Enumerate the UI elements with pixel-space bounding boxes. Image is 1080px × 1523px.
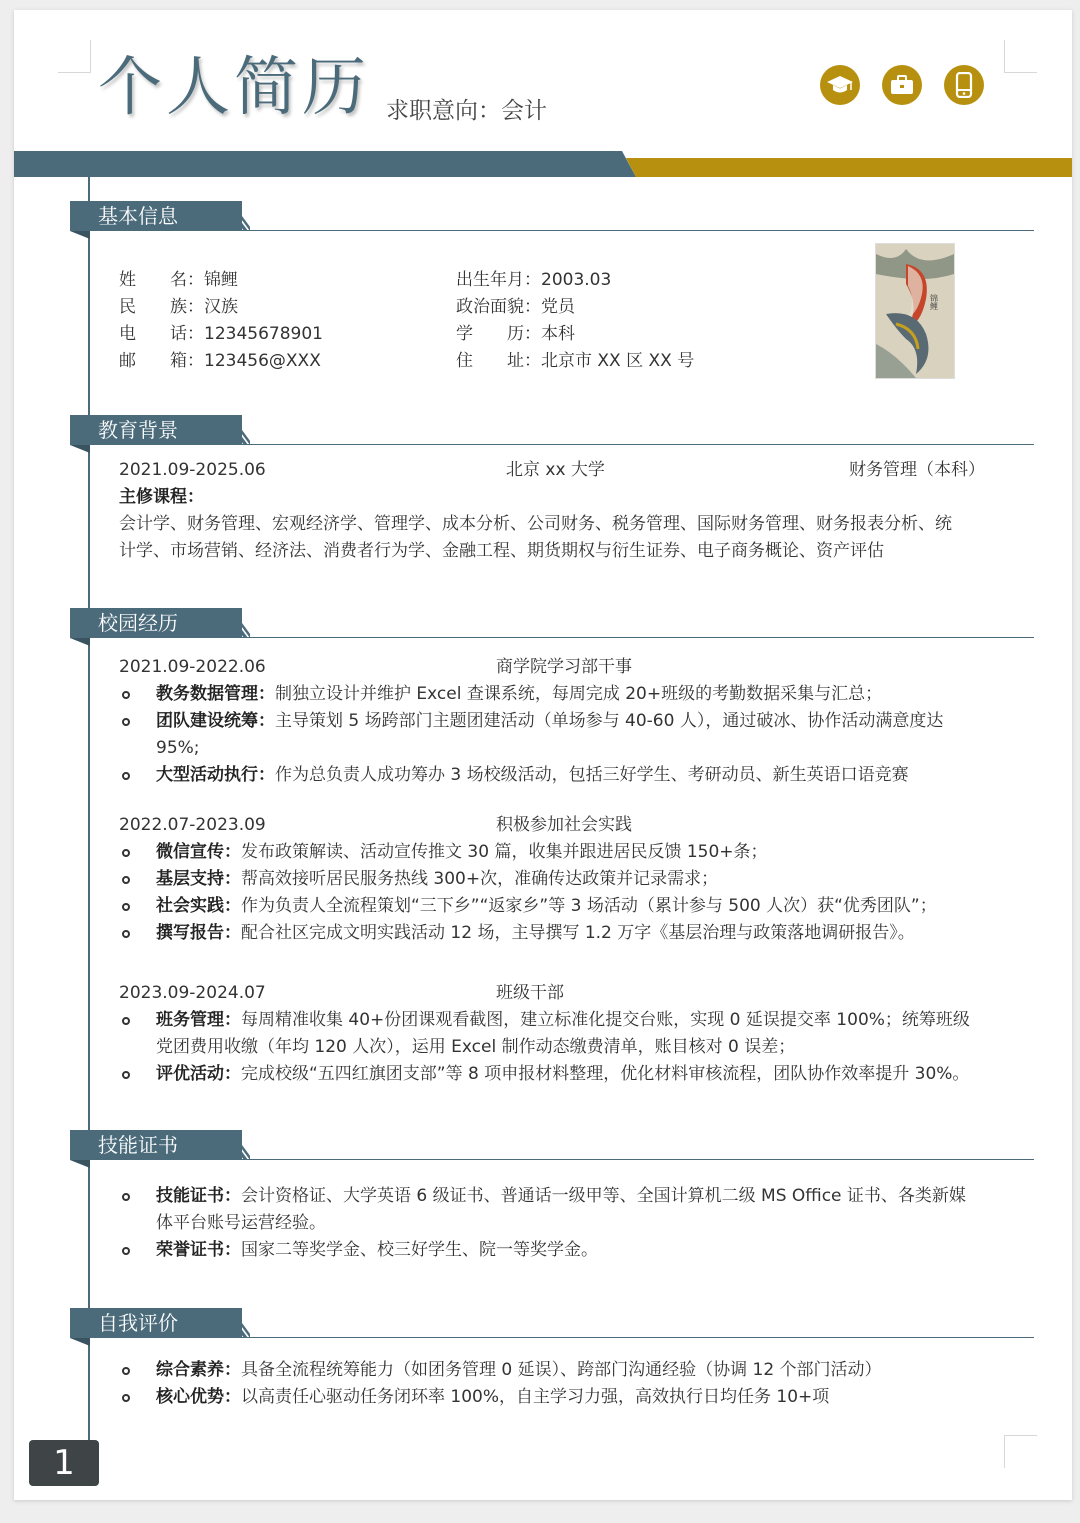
- section-title-basic: 基本信息: [70, 201, 242, 231]
- resume-title: 个人简历: [98, 51, 370, 125]
- section-deco: [200, 1308, 250, 1338]
- edu-courses-line1: 会计学、财务管理、宏观经济学、管理学、成本分析、公司财务、税务管理、国际财务管理、财务报表分析、统: [119, 514, 952, 534]
- section-line: [242, 444, 1034, 445]
- skills-item-continued: 体平台账号运营经验。: [156, 1213, 326, 1233]
- campus-item: 班务管理：每周精准收集 40+份团课观看截图，建立标准化提交台账，实现 0 延误提交率 100%；统筹班级: [156, 1010, 970, 1030]
- campus-item: 教务数据管理：制独立设计并维护 Excel 查课系统，每周完成 20+班级的考勤数据采集与汇总；: [156, 684, 883, 704]
- bullet-icon: [122, 718, 130, 726]
- bullet-icon: [122, 691, 130, 699]
- bullet-icon: [122, 930, 130, 938]
- section-deco: [200, 201, 250, 231]
- basic-row-ethnicity: 民 族：汉族: [119, 297, 238, 317]
- corner-mark-bottom-right: [1004, 1435, 1037, 1468]
- corner-mark-top-left: [58, 40, 91, 73]
- section-header-skills: [70, 1130, 1034, 1172]
- section-line: [242, 1337, 1034, 1338]
- briefcase-icon: [882, 65, 922, 105]
- section-tab: [70, 1160, 90, 1168]
- basic-row-degree: 学 历：本科: [456, 324, 575, 344]
- skills-item: 荣誉证书：国家二等奖学金、校三好学生、院一等奖学金。: [156, 1240, 598, 1260]
- job-intent-label: 求职意向：: [386, 98, 501, 124]
- section-header-basic: [70, 201, 1034, 243]
- timeline-line: [88, 177, 90, 1440]
- campus-entry-period: 2023.09-2024.07: [119, 983, 266, 1003]
- bullet-icon: [122, 903, 130, 911]
- photo-caption: 锦鲤: [929, 294, 939, 310]
- bullet-icon: [122, 772, 130, 780]
- section-line: [242, 230, 1034, 231]
- section-header-self: [70, 1308, 1034, 1350]
- bullet-icon: [122, 1193, 130, 1201]
- section-tab: [70, 231, 90, 239]
- section-tab: [70, 445, 90, 453]
- bullet-icon: [122, 1071, 130, 1079]
- section-line: [242, 1159, 1034, 1160]
- campus-item-continued: 95%;: [156, 738, 200, 758]
- campus-entry-role: 商学院学习部干事: [496, 657, 632, 677]
- skills-item: 技能证书：会计资格证、大学英语 6 级证书、普通话一级甲等、全国计算机二级 MS Office 证书、各类新媒: [156, 1186, 966, 1206]
- campus-entry-period: 2022.07-2023.09: [119, 815, 266, 835]
- basic-row-address: 住 址：北京市 XX 区 XX 号: [456, 351, 695, 371]
- campus-item: 团队建设统筹：主导策划 5 场跨部门主题团建活动（单场参与 40-60 人），通过破冰、协作活动满意度达: [156, 711, 944, 731]
- edu-major: 财务管理（本科）: [849, 460, 985, 480]
- corner-mark-top-right: [1004, 40, 1037, 73]
- bullet-icon: [122, 876, 130, 884]
- campus-item: 撰写报告：配合社区完成文明实践活动 12 场，主导撰写 1.2 万字《基层治理与政策落地调研报告》。: [156, 923, 915, 943]
- edu-courses-line2: 计学、市场营销、经济法、消费者行为学、金融工程、期货期权与衍生证券、电子商务概论、资产评估: [119, 541, 884, 561]
- edu-courses-label: 主修课程：: [119, 487, 204, 507]
- header-band: [14, 151, 1072, 177]
- edu-period: 2021.09-2025.06: [119, 460, 266, 480]
- basic-row-name: 姓 名：锦鲤: [119, 270, 238, 290]
- section-title-education: 教育背景: [70, 415, 242, 445]
- campus-item: 大型活动执行：作为总负责人成功筹办 3 场校级活动，包括三好学生、考研动员、新生英语口语竞赛: [156, 765, 909, 785]
- bullet-icon: [122, 1017, 130, 1025]
- section-deco: [200, 1130, 250, 1160]
- resume-page: [14, 10, 1072, 1500]
- section-deco: [200, 415, 250, 445]
- section-header-education: [70, 415, 1034, 457]
- basic-row-phone: 电 话：12345678901: [119, 324, 323, 344]
- section-title-skills: 技能证书: [70, 1130, 242, 1160]
- graduation-cap-icon: [820, 65, 860, 105]
- self-item: 综合素养：具备全流程统筹能力（如团务管理 0 延误）、跨部门沟通经验（协调 12 个部门活动）: [156, 1360, 882, 1380]
- campus-entry-role: 班级干部: [496, 983, 564, 1003]
- section-line: [242, 637, 1034, 638]
- phone-icon: [944, 65, 984, 105]
- section-deco: [200, 608, 250, 638]
- campus-item: 社会实践：作为负责人全流程策划“三下乡”“返家乡”等 3 场活动（累计参与 500 人次）获“优秀团队”；: [156, 896, 937, 916]
- bullet-icon: [122, 1394, 130, 1402]
- self-item: 核心优势：以高责任心驱动任务闭环率 100%，自主学习力强，高效执行日均任务 10+项: [156, 1387, 830, 1407]
- basic-row-email: 邮 箱：123456@XXX: [119, 351, 321, 371]
- page-number-badge: 1: [29, 1440, 99, 1486]
- campus-entry-role: 积极参加社会实践: [496, 815, 632, 835]
- bullet-icon: [122, 1247, 130, 1255]
- section-title-campus: 校园经历: [70, 608, 242, 638]
- bullet-icon: [122, 1367, 130, 1375]
- campus-item: 基层支持：帮高效接听居民服务热线 300+次，准确传达政策并记录需求；: [156, 869, 719, 889]
- basic-row-birth: 出生年月：2003.03: [456, 270, 612, 290]
- section-title-self: 自我评价: [70, 1308, 242, 1338]
- bullet-icon: [122, 849, 130, 857]
- job-intent: [386, 92, 547, 125]
- section-header-campus: [70, 608, 1034, 650]
- section-tab: [70, 1338, 90, 1346]
- campus-item: 评优活动：完成校级“五四红旗团支部”等 8 项申报材料整理，优化材料审核流程，团队协作效率提升 30%。: [156, 1064, 970, 1084]
- basic-row-political: 政治面貌：党员: [456, 297, 575, 317]
- campus-item-continued: 党团费用收缴（年均 120 人次），运用 Excel 制作动态缴费清单，账目核对 0 误差；: [156, 1037, 796, 1057]
- section-tab: [70, 638, 90, 646]
- edu-school: 北京 xx 大学: [506, 460, 605, 480]
- campus-entry-period: 2021.09-2022.06: [119, 657, 266, 677]
- job-intent-value: 会计: [501, 98, 547, 124]
- profile-photo: [875, 243, 955, 379]
- campus-item: 微信宣传：发布政策解读、活动宣传推文 30 篇，收集并跟进居民反馈 150+条；: [156, 842, 768, 862]
